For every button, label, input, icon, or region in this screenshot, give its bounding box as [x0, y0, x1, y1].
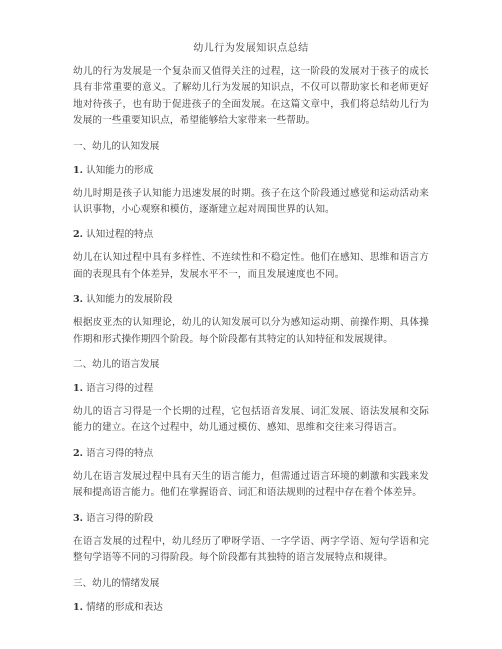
subsection-number: 1. [73, 601, 84, 613]
section-heading-emotional: 三、幼儿的情绪发展 [73, 577, 160, 589]
subsection-heading [73, 293, 429, 306]
subsection-paragraph: 幼儿在语言发展过程中具有天生的语言能力，但需通过语言环境的刺激和实践来发展和提高语言能力。他们在掌握语音、词汇和语法规则的过程中存在着个体差异。 [73, 470, 429, 499]
section-heading-language: 二、幼儿的语言发展 [73, 359, 160, 371]
subsection-heading [73, 164, 429, 177]
document-title: 幼儿行为发展知识点总结 [193, 43, 309, 54]
intro-paragraph: 幼儿的行为发展是一个复杂而又值得关注的过程，这一阶段的发展对于孩子的成长具有非常重要的意义。了解幼儿行为发展的知识点，不仅可以帮助家长和老师更好地对待孩子，也有助于促进孩子的全面发展。在这篇文章中，我们将总结幼儿行为发展的一些重要知识点，希望能够给大家带来一些帮助。 [73, 66, 429, 127]
document-body [73, 64, 429, 623]
subsection-paragraph: 幼儿时期是孩子认知能力迅速发展的时期。孩子在这个阶段通过感觉和运动活动来认识事物，小心观察和模仿，逐渐建立起对周围世界的认知。 [73, 187, 429, 216]
subsection-paragraph: 幼儿的语言习得是一个长期的过程，它包括语音发展、词汇发展、语法发展和交际能力的建立。在这个过程中，幼儿通过模仿、感知、思维和交往来习得语言。 [73, 406, 429, 434]
subsection-number: 1. [73, 383, 84, 395]
section-heading-cognitive: 一、幼儿的认知发展 [73, 140, 160, 152]
subsection-title: 认知能力的发展阶段 [86, 294, 173, 306]
subsection-title: 语言习得的阶段 [86, 512, 154, 524]
subsection-number: 3. [73, 294, 84, 306]
subsection-number: 2. [73, 447, 84, 459]
subsection-heading [73, 382, 429, 395]
subsection-heading [73, 601, 429, 614]
subsection-number: 2. [73, 229, 84, 241]
subsection-paragraph: 幼儿在认知过程中具有多样性、不连续性和不稳定性。他们在感知、思维和语言方面的表现具有个体差异，发展水平不一，而且发展速度也不同。 [73, 252, 429, 280]
subsection-paragraph: 根据皮亚杰的认知理论，幼儿的认知发展可以分为感知运动期、前操作期、具体操作期和形式操作期四个阶段。每个阶段都有其特定的认知特征和发展规律。 [73, 317, 429, 345]
subsection-number: 1. [73, 164, 84, 176]
subsection-title: 认知能力的形成 [86, 164, 154, 176]
subsection-heading [73, 447, 429, 460]
subsection-title: 认知过程的特点 [86, 229, 154, 241]
subsection-paragraph: 在语言发展的过程中，幼儿经历了咿呀学语、一字学语、两字学语、短句学语和完整句学语等不同的习得阶段。每个阶段都有其独特的语言发展特点和规律。 [73, 535, 429, 564]
subsection-heading [73, 512, 429, 525]
subsection-heading [73, 228, 429, 241]
subsection-number: 3. [73, 512, 84, 524]
subsection-title: 语言习得的特点 [86, 447, 154, 459]
subsection-title: 语言习得的过程 [86, 383, 154, 395]
subsection-title: 情绪的形成和表达 [86, 601, 163, 613]
